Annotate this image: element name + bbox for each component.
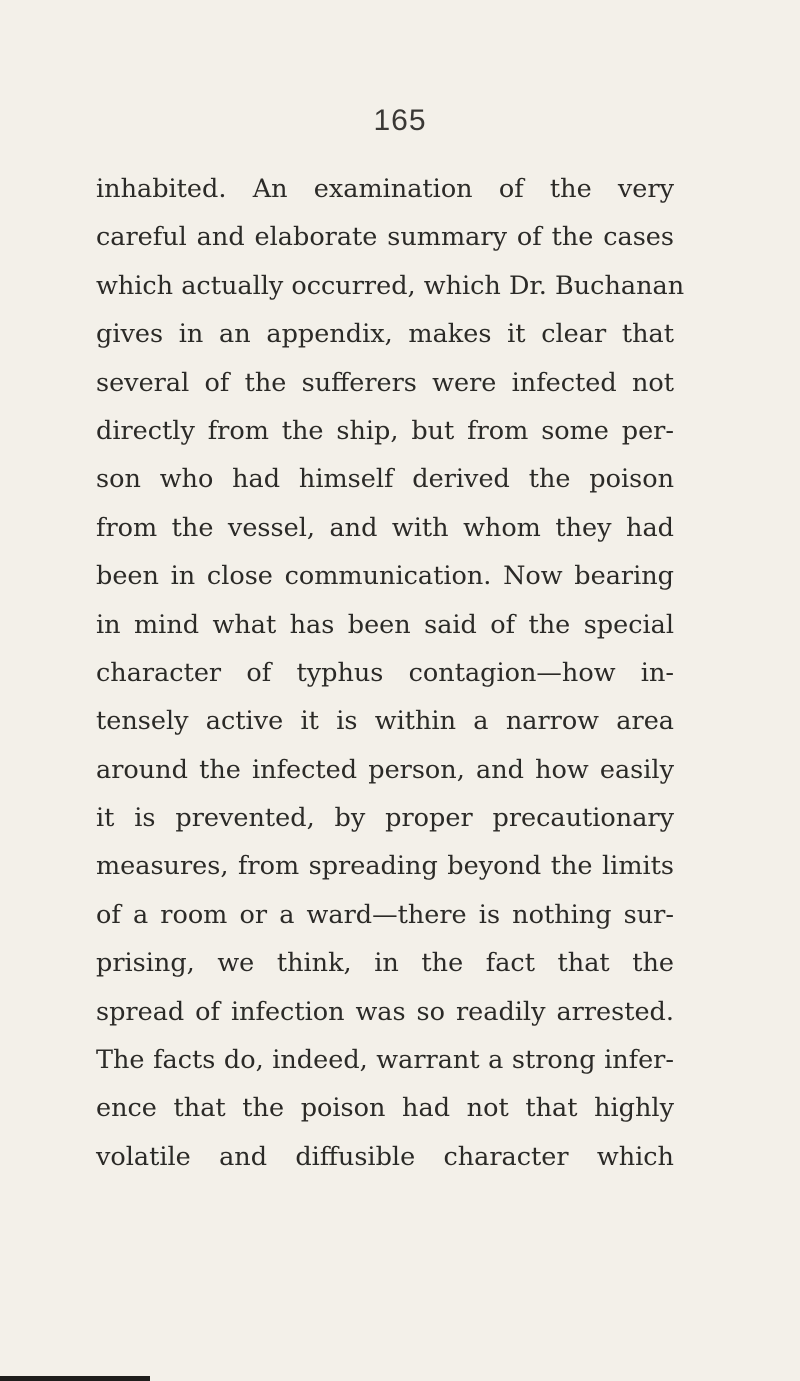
body-text xyxy=(96,165,685,1181)
page-number: 165 xyxy=(373,104,427,137)
text-line: inhabited. An examination of the very xyxy=(96,174,674,204)
text-line: several of the sufferers were infected not xyxy=(96,367,674,398)
text-line: been in close communication. Now bearing xyxy=(96,561,674,592)
text-line: measures, from spreading beyond the limits xyxy=(96,851,674,882)
text-line: tensely active it is within a narrow area xyxy=(96,706,674,737)
text-line: of a room or a ward—there is nothing sur- xyxy=(96,899,674,930)
text-line: gives in an appendix, makes it clear that xyxy=(96,319,674,350)
text-line: ence that the poison had not that highly xyxy=(96,1093,674,1124)
text-line: around the infected person, and how easily xyxy=(96,754,674,785)
text-line: it is prevented, by proper precautionary xyxy=(96,803,674,834)
text-line: careful and elaborate summary of the cases xyxy=(96,222,674,253)
text-line: which actually occurred, which Dr. Buchanan xyxy=(96,270,685,301)
text-line: The facts do, indeed, warrant a strong infer- xyxy=(96,1045,674,1076)
text-line: prising, we think, in the fact that the xyxy=(96,948,674,979)
text-line: spread of infection was so readily arrested. xyxy=(96,996,674,1027)
page-edge-rule xyxy=(0,1376,150,1381)
text-line: son who had himself derived the poison xyxy=(96,464,674,495)
text-line: from the vessel, and with whom they had xyxy=(96,512,674,543)
text-line: in mind what has been said of the special xyxy=(96,609,674,640)
text-line: character of typhus contagion—how in- xyxy=(96,657,674,688)
text-line: volatile and diffusible character which xyxy=(96,1141,674,1172)
text-line: directly from the ship, but from some per- xyxy=(96,415,674,446)
